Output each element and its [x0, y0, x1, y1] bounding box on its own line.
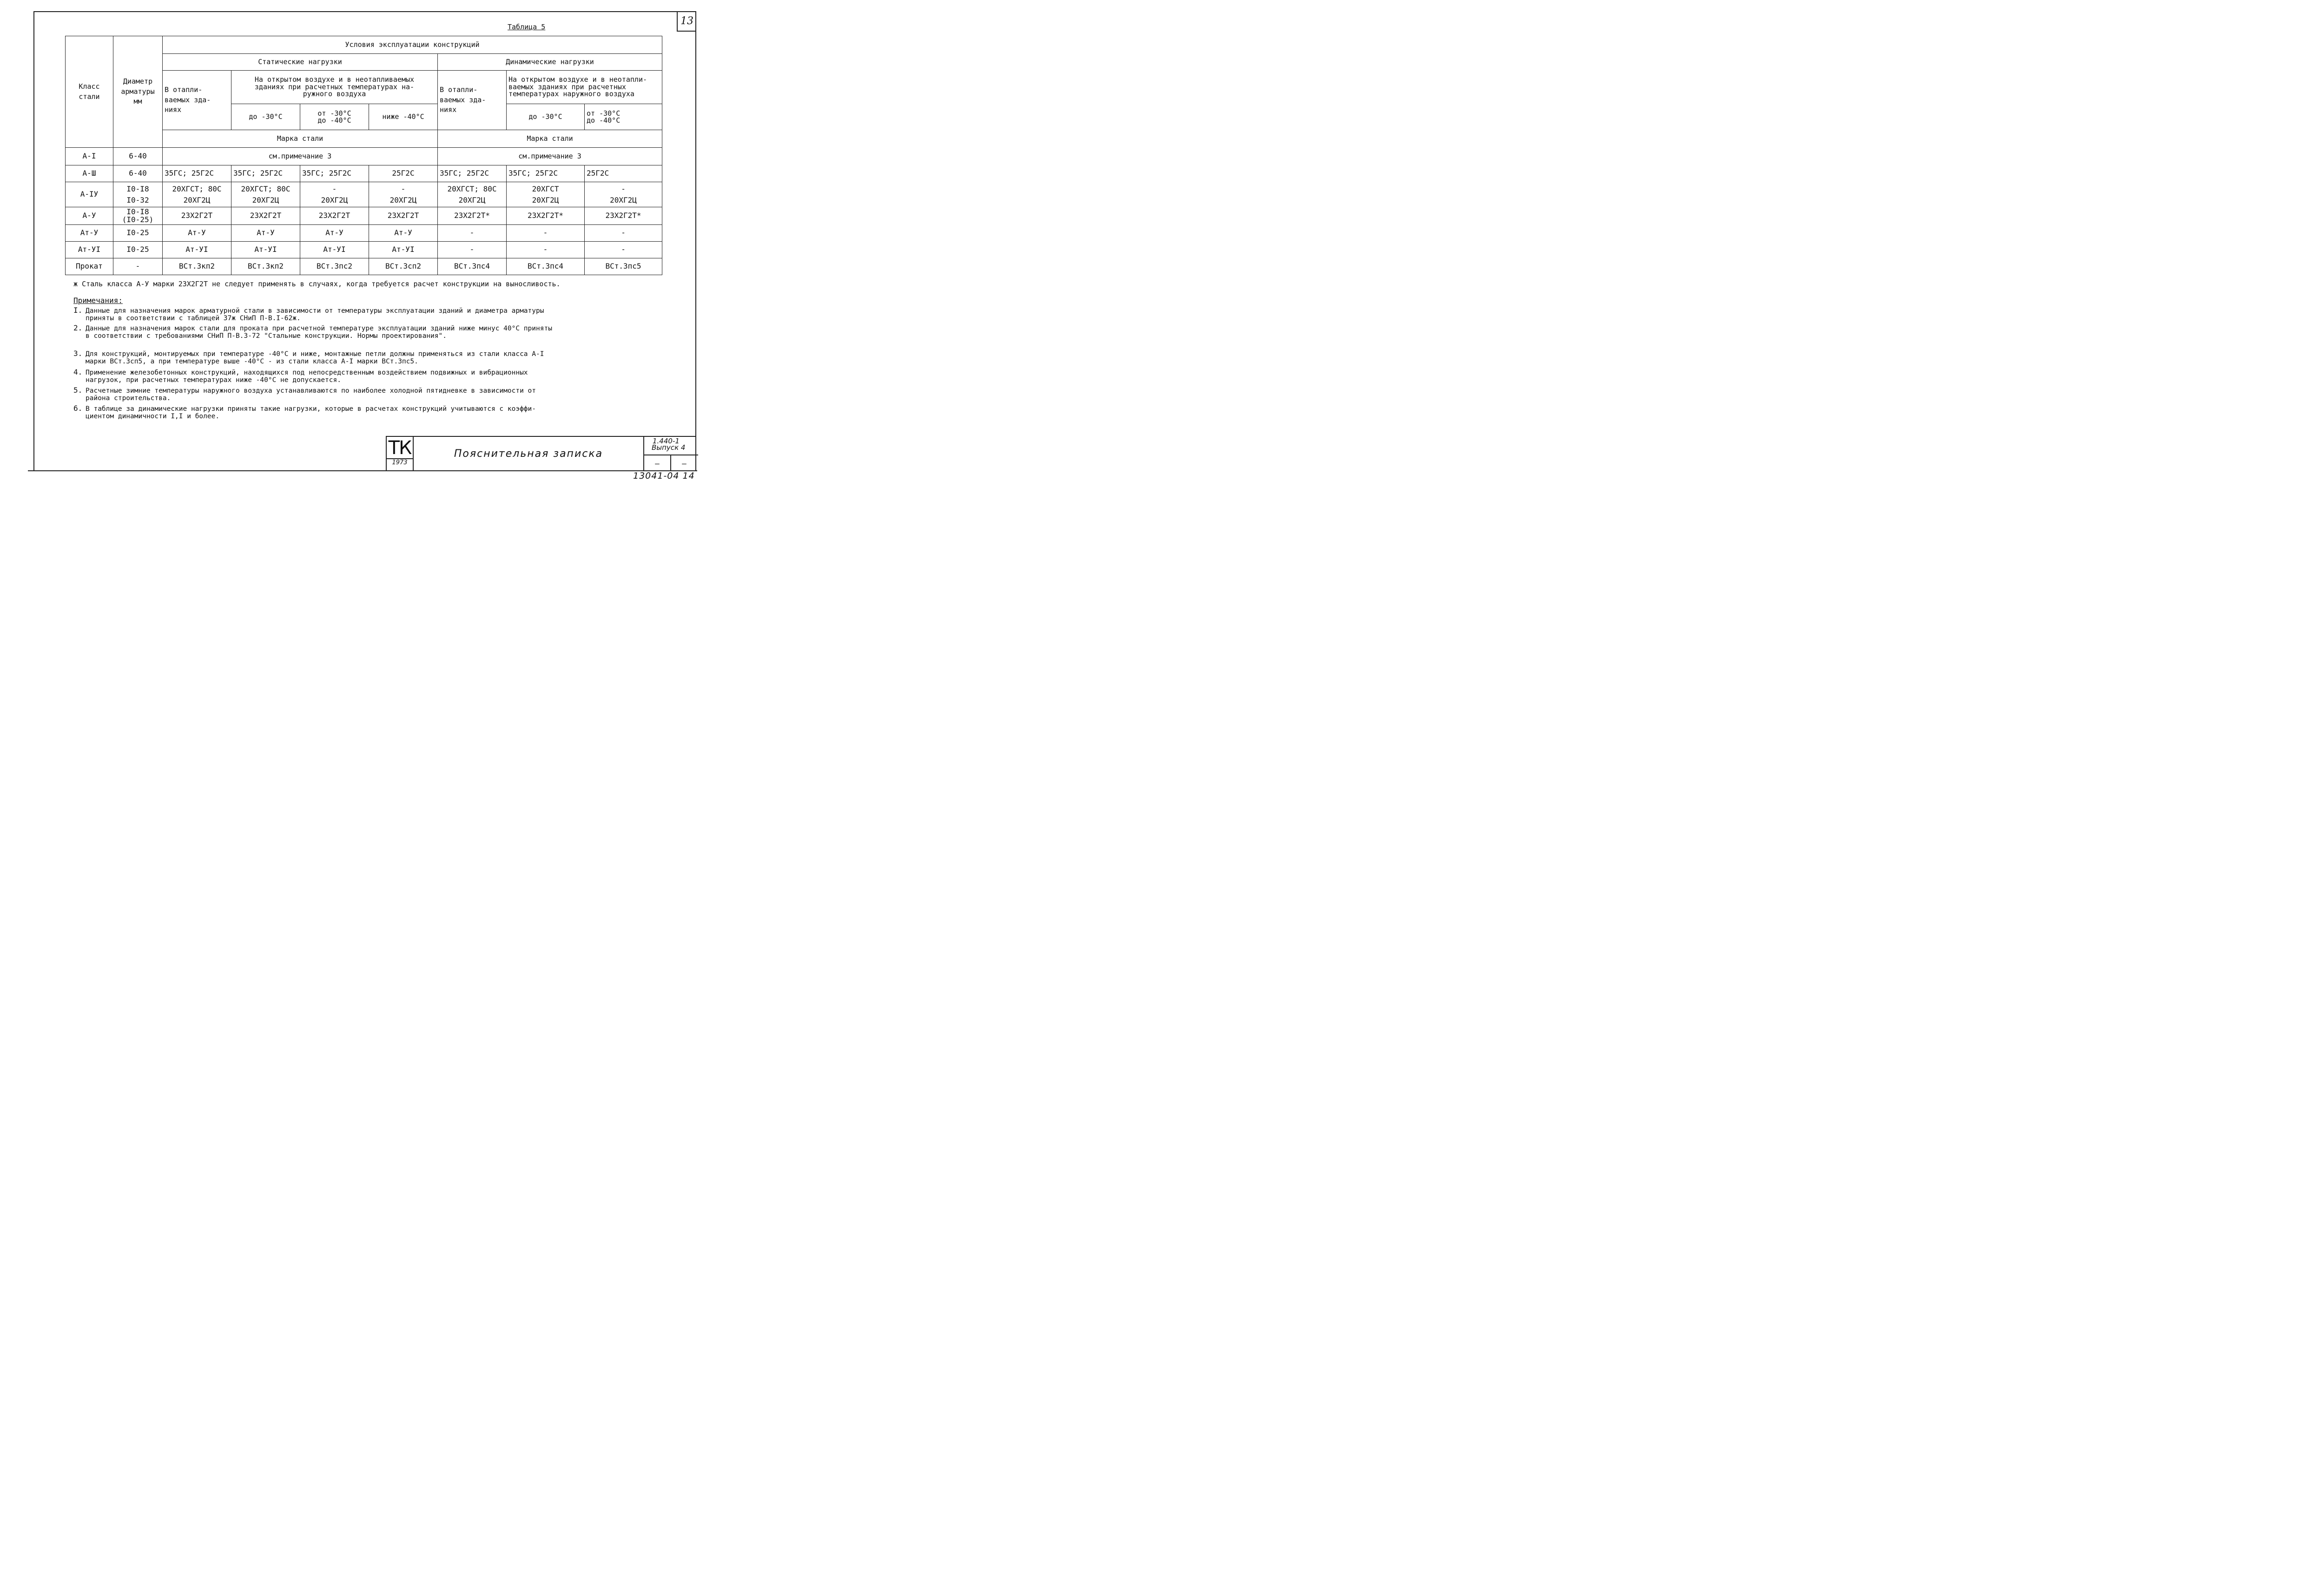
header-static-heated: В отапли- ваемых зда- ниях	[163, 71, 231, 130]
sheet-cell-1: —	[644, 455, 671, 471]
grade-cell: Ат-УI	[369, 242, 438, 258]
header-static-t-below40: ниже -40°С	[369, 104, 438, 130]
document-title: Пояснительная записка	[454, 448, 603, 460]
series-code: 1.440-1	[653, 437, 680, 445]
row-class: А-IУ	[66, 182, 113, 207]
grade-cell: Ат-УI	[163, 242, 231, 258]
grade-cell: -	[585, 225, 662, 242]
grade-cell: 23Х2Г2Т*	[585, 207, 662, 225]
steel-grade-table	[65, 36, 662, 275]
frame-bottom-line	[28, 470, 697, 471]
grade-cell: 23Х2Г2Т	[300, 207, 369, 225]
grade-cell: - 20ХГ2Ц	[369, 182, 438, 207]
row-class: А-У	[66, 207, 113, 225]
row-note-static: см.примечание 3	[163, 148, 438, 165]
grade-cell: ВСт.3пс4	[507, 258, 585, 275]
grade-cell: Ат-У	[163, 225, 231, 242]
grade-cell: 35ГС; 25Г2С	[438, 165, 507, 182]
archive-number: 13041-04 14	[633, 471, 695, 481]
note-6: 6. В таблице за динамические нагрузки приняты такие нагрузки, которые в расчетах конструкций учитываются с коэффи- циентом динамичности I,I и более.	[73, 404, 536, 421]
header-static: Статические нагрузки	[163, 54, 438, 71]
grade-cell: ВСт.3пс4	[438, 258, 507, 275]
title-block	[386, 436, 696, 470]
grade-cell: - 20ХГ2Ц	[300, 182, 369, 207]
table-row	[66, 165, 662, 182]
grade-cell: 25Г2С	[585, 165, 662, 182]
grade-cell: 23Х2Г2Т	[369, 207, 438, 225]
grade-cell: 25Г2С	[369, 165, 438, 182]
grade-cell: -	[585, 242, 662, 258]
row-class: Ат-УI	[66, 242, 113, 258]
grade-cell: Ат-УI	[231, 242, 300, 258]
grade-cell: 20ХГСТ; 80С 20ХГ2Ц	[163, 182, 231, 207]
header-diameter: Диаметр арматуры мм	[113, 36, 163, 148]
grade-cell: 20ХГСТ 20ХГ2Ц	[507, 182, 585, 207]
grade-cell: ВСт.3пс5	[585, 258, 662, 275]
header-class: Класс стали	[66, 36, 113, 148]
grade-cell: Ат-У	[300, 225, 369, 242]
grade-cell: 23Х2Г2Т*	[438, 207, 507, 225]
notes-title: Примечания:	[73, 296, 123, 305]
grade-cell: 23Х2Г2Т	[163, 207, 231, 225]
note-5: 5. Расчетные зимние температуры наружного воздуха устанавливаются по наиболее холодной пятидневке в зависимости от района строительства.	[73, 386, 536, 402]
tk-logo: ТК 1973	[387, 437, 414, 470]
grade-cell: 35ГС; 25Г2С	[300, 165, 369, 182]
header-dynamic-t-30-40: от -30°С до -40°С	[585, 104, 662, 130]
grade-cell: - 20ХГ2Ц	[585, 182, 662, 207]
row-class: А-I	[66, 148, 113, 165]
header-dynamic: Динамические нагрузки	[438, 54, 662, 71]
row-diameter: I0-I8 I0-32	[113, 182, 163, 207]
header-dynamic-heated: В отапли- ваемых зда- ниях	[438, 71, 507, 130]
grade-cell: Ат-УI	[300, 242, 369, 258]
sheet-cells	[644, 455, 698, 471]
grade-cell: Ат-У	[231, 225, 300, 242]
grade-cell: ВСт.3кп2	[163, 258, 231, 275]
grade-cell: -	[438, 242, 507, 258]
grade-cell: ВСт.3пс2	[300, 258, 369, 275]
page-number: 13	[677, 11, 696, 32]
row-diameter: 6-40	[113, 165, 163, 182]
grade-cell: 20ХГСТ; 80С 20ХГ2Ц	[231, 182, 300, 207]
row-diameter: 6-40	[113, 148, 163, 165]
footnote: ж Сталь класса А-У марки 23Х2Г2Т не следует применять в случаях, когда требуется расчет конструкции на выносливость.	[73, 280, 561, 288]
grade-cell: 35ГС; 25Г2С	[507, 165, 585, 182]
grade-cell: -	[507, 242, 585, 258]
table-row	[66, 242, 662, 258]
header-conditions: Условия эксплуатации конструкций	[163, 36, 662, 54]
header-static-grade: Марка стали	[163, 130, 438, 148]
header-static-t-30-40: от -30°С до -40°С	[300, 104, 369, 130]
grade-cell: ВСт.3кп2	[231, 258, 300, 275]
grade-cell: -	[507, 225, 585, 242]
table-title: Таблица 5	[508, 23, 546, 31]
grade-cell: 35ГС; 25Г2С	[231, 165, 300, 182]
note-1: I. Данные для назначения марок арматурной стали в зависимости от температуры эксплуатации зданий и диаметра арматуры приняты в соответствии с таблицей 37ж СНиП П-В.I-62ж.	[73, 306, 544, 323]
row-class: А-Ш	[66, 165, 113, 182]
table-row	[66, 258, 662, 275]
note-4: 4. Применение железобетонных конструкций, находящихся под непосредственным воздействием подвижных и вибрационных нагрузок, при расчетных температурах ниже -40°С не допускается.	[73, 368, 528, 384]
header-static-t-to30: до -30°С	[231, 104, 300, 130]
note-3: 3. Для конструкций, монтируемых при температуре -40°С и ниже, монтажные петли должны применяться из стали класса А-I марки ВСт.3сп5, а при температуре выше -40°С - из стали класса А-I марки ВСт.3пс5.	[73, 349, 544, 366]
issue-number: Выпуск 4	[652, 443, 686, 452]
note-2: 2. Данные для назначения марок стали для проката при расчетной температуре эксплуатации зданий ниже минус 40°С приняты в соответствии с требованиями СНиП П-В.3-72 "Стальные конструкции. Нормы проектирования".	[73, 323, 552, 340]
grade-cell: ВСт.3сп2	[369, 258, 438, 275]
grade-cell: Ат-У	[369, 225, 438, 242]
row-diameter: I0-25	[113, 225, 163, 242]
table-row	[66, 182, 662, 207]
table-row	[66, 225, 662, 242]
sheet-cell-2: —	[682, 459, 687, 468]
grade-cell: 23Х2Г2Т	[231, 207, 300, 225]
document-code	[643, 437, 698, 470]
row-class: Ат-У	[66, 225, 113, 242]
grade-cell: 20ХГСТ; 80С 20ХГ2Ц	[438, 182, 507, 207]
row-note-dynamic: см.примечание 3	[438, 148, 662, 165]
header-dynamic-grade: Марка стали	[438, 130, 662, 148]
row-diameter: I0-I8 (I0-25)	[113, 207, 163, 225]
stamp-year: 1973	[387, 458, 413, 466]
grade-cell: 23Х2Г2Т*	[507, 207, 585, 225]
header-dynamic-t-to30: до -30°С	[507, 104, 585, 130]
grade-cell: -	[438, 225, 507, 242]
row-diameter: -	[113, 258, 163, 275]
grade-cell: 35ГС; 25Г2С	[163, 165, 231, 182]
table-row	[66, 207, 662, 225]
table-row	[66, 148, 662, 165]
row-diameter: I0-25	[113, 242, 163, 258]
row-class: Прокат	[66, 258, 113, 275]
header-static-open: На открытом воздухе и в неотапливаемых зданиях при расчетных температурах на- ружного воздуха	[231, 71, 438, 104]
header-dynamic-open: На открытом воздухе и в неотапли- ваемых зданиях при расчетных температурах наружного воздуха	[507, 71, 662, 104]
